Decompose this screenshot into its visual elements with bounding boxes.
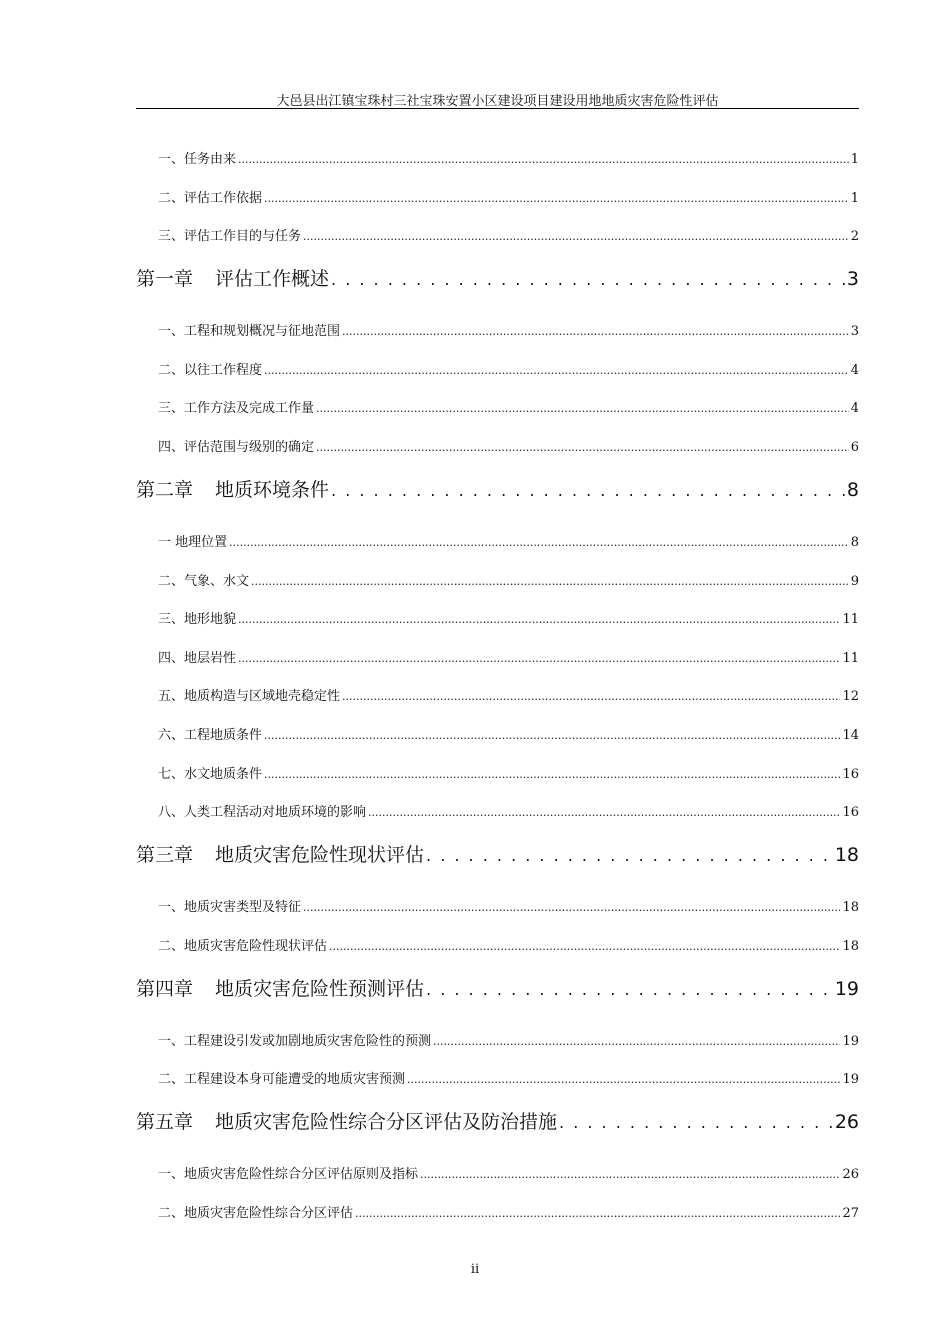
toc-leader	[264, 767, 840, 782]
toc-leader	[264, 191, 849, 206]
toc-entry-label: 一 地理位置	[158, 535, 228, 550]
running-header: 大邑县出江镇宝珠村三社宝珠安置小区建设项目建设用地地质灾害危险性评估	[276, 94, 719, 109]
toc-entry-label: 二、评估工作依据	[158, 190, 263, 206]
toc-entry-section[interactable]	[136, 685, 859, 704]
toc-entry-label: 四、评估范围与级别的确定	[158, 440, 315, 455]
toc-entry-section[interactable]	[136, 896, 859, 915]
toc-entry-section[interactable]	[136, 647, 859, 666]
chapter-title: 地质灾害危险性综合分区评估及防治措施	[215, 1111, 558, 1134]
toc-leader	[229, 535, 849, 550]
toc-entry-section[interactable]	[136, 724, 859, 743]
toc-leader	[251, 574, 849, 589]
toc-entry-label: 二、以往工作程度	[158, 362, 263, 378]
toc-leader	[559, 1111, 833, 1133]
toc-entry-section[interactable]	[136, 1163, 859, 1182]
page-number: ii	[470, 1262, 480, 1277]
toc-entry-label: 三、地形地貌	[158, 612, 237, 628]
toc-entry-label: 七、水文地质条件	[158, 766, 263, 782]
toc-entry-section[interactable]	[136, 763, 859, 782]
toc-leader	[264, 363, 849, 378]
toc-page-number: 8	[846, 479, 859, 501]
toc-leader	[329, 939, 840, 954]
toc-page-number: 19	[842, 1033, 859, 1049]
toc-leader	[342, 324, 849, 339]
chapter-title: 地质灾害危险性现状评估	[215, 844, 425, 867]
toc-entry-section[interactable]	[136, 148, 859, 167]
toc-page-number: 26	[842, 1167, 859, 1183]
toc-entry-label: 一、工程和规划概况与征地范围	[158, 324, 341, 340]
toc-page-number: 18	[842, 938, 859, 954]
toc-leader	[433, 1034, 840, 1049]
toc-entry-chapter[interactable]	[136, 475, 859, 502]
toc-page-number: 9	[850, 573, 859, 589]
toc-page-number: 12	[842, 689, 859, 705]
toc-leader	[331, 268, 845, 290]
toc-leader	[303, 229, 849, 244]
toc-leader	[331, 479, 845, 501]
toc-entry-section[interactable]	[136, 1202, 859, 1221]
toc-entry-section[interactable]	[136, 608, 859, 627]
toc-page-number: 16	[842, 805, 859, 821]
toc-entry-label: 二、气象、水文	[158, 573, 250, 589]
toc-page-number: 16	[842, 766, 859, 782]
toc-page-number: 11	[842, 612, 859, 628]
toc-entry-label: 一、地质灾害危险性综合分区评估原则及指标	[158, 1167, 419, 1183]
toc-leader	[238, 152, 849, 167]
chapter-number: 第二章	[136, 479, 194, 501]
toc-page-number: 3	[846, 268, 859, 291]
toc-entry-section[interactable]	[136, 187, 859, 206]
toc-page-number: 26	[834, 1111, 859, 1134]
toc-entry-label: 三、工作方法及完成工作量	[158, 401, 315, 417]
toc-entry-section[interactable]	[136, 436, 859, 455]
chapter-number: 第一章	[136, 268, 194, 291]
toc-entry-chapter[interactable]	[136, 974, 859, 1001]
toc-leader	[316, 440, 849, 455]
toc-entry-label: 八、人类工程活动对地质环境的影响	[158, 805, 367, 821]
toc-page-number: 18	[834, 844, 859, 867]
toc-entry-label: 一、地质灾害类型及特征	[158, 900, 302, 916]
toc-page-number: 27	[842, 1206, 859, 1221]
toc-page-number: 4	[850, 401, 859, 417]
toc-leader	[420, 1167, 840, 1182]
toc-entry-label: 一、工程建设引发或加剧地质灾害危险性的预测	[158, 1033, 432, 1049]
header-rule	[136, 108, 859, 109]
chapter-number: 第五章	[136, 1111, 194, 1134]
toc-entry-label: 一、任务由来	[158, 152, 237, 167]
chapter-number: 第三章	[136, 844, 194, 867]
chapter-title: 地质环境条件	[215, 479, 330, 501]
toc-page-number: 2	[850, 229, 859, 245]
toc-entry-label: 三、评估工作目的与任务	[158, 229, 302, 245]
toc-page-number: 14	[842, 728, 859, 743]
toc-entry-label: 二、工程建设本身可能遭受的地质灾害预测	[158, 1072, 406, 1088]
toc-entry-section[interactable]	[136, 531, 859, 550]
toc-page-number: 8	[850, 535, 859, 550]
toc-leader	[238, 651, 840, 666]
toc-leader	[316, 401, 849, 416]
toc-entry-label: 四、地层岩性	[158, 650, 237, 666]
toc-entry-section[interactable]	[136, 935, 859, 954]
toc-entry-label: 二、地质灾害危险性现状评估	[158, 938, 328, 954]
toc-entry-section[interactable]	[136, 1068, 859, 1087]
toc-leader	[264, 728, 840, 743]
toc-entry-section[interactable]	[136, 320, 859, 339]
toc-leader	[355, 1206, 840, 1221]
toc-page-number: 19	[842, 1072, 859, 1088]
toc-page-number: 4	[850, 362, 859, 378]
toc-entry-chapter[interactable]	[136, 840, 859, 867]
toc-entry-section[interactable]	[136, 570, 859, 589]
toc-page-number: 18	[842, 900, 859, 916]
toc-entry-section[interactable]	[136, 1030, 859, 1049]
toc-entry-label: 二、地质灾害危险性综合分区评估	[158, 1206, 354, 1221]
toc-leader	[342, 689, 840, 704]
toc-entry-section[interactable]	[136, 397, 859, 416]
toc-leader	[426, 978, 833, 1000]
toc-entry-section[interactable]	[136, 801, 859, 820]
toc-page-number: 1	[850, 152, 859, 167]
toc-page-number: 19	[834, 977, 859, 1000]
chapter-title: 地质灾害危险性预测评估	[215, 977, 425, 1000]
toc-entry-section[interactable]	[136, 225, 859, 244]
toc-leader	[407, 1072, 840, 1087]
chapter-number: 第四章	[136, 977, 194, 1000]
toc-page-number: 11	[842, 650, 859, 666]
toc-page-number: 1	[850, 190, 859, 206]
toc-entry-label: 五、地质构造与区域地壳稳定性	[158, 689, 341, 705]
toc-leader	[303, 900, 840, 915]
toc-leader	[368, 805, 840, 820]
toc-entry-section[interactable]	[136, 359, 859, 378]
toc-entry-chapter[interactable]	[136, 264, 859, 291]
toc-leader	[238, 612, 840, 627]
toc-entry-label: 六、工程地质条件	[158, 728, 263, 743]
toc-page-number: 6	[850, 440, 859, 455]
toc-page-number: 3	[850, 324, 859, 340]
toc-leader	[426, 844, 833, 866]
chapter-title: 评估工作概述	[215, 268, 330, 291]
toc-entry-chapter[interactable]	[136, 1107, 859, 1134]
